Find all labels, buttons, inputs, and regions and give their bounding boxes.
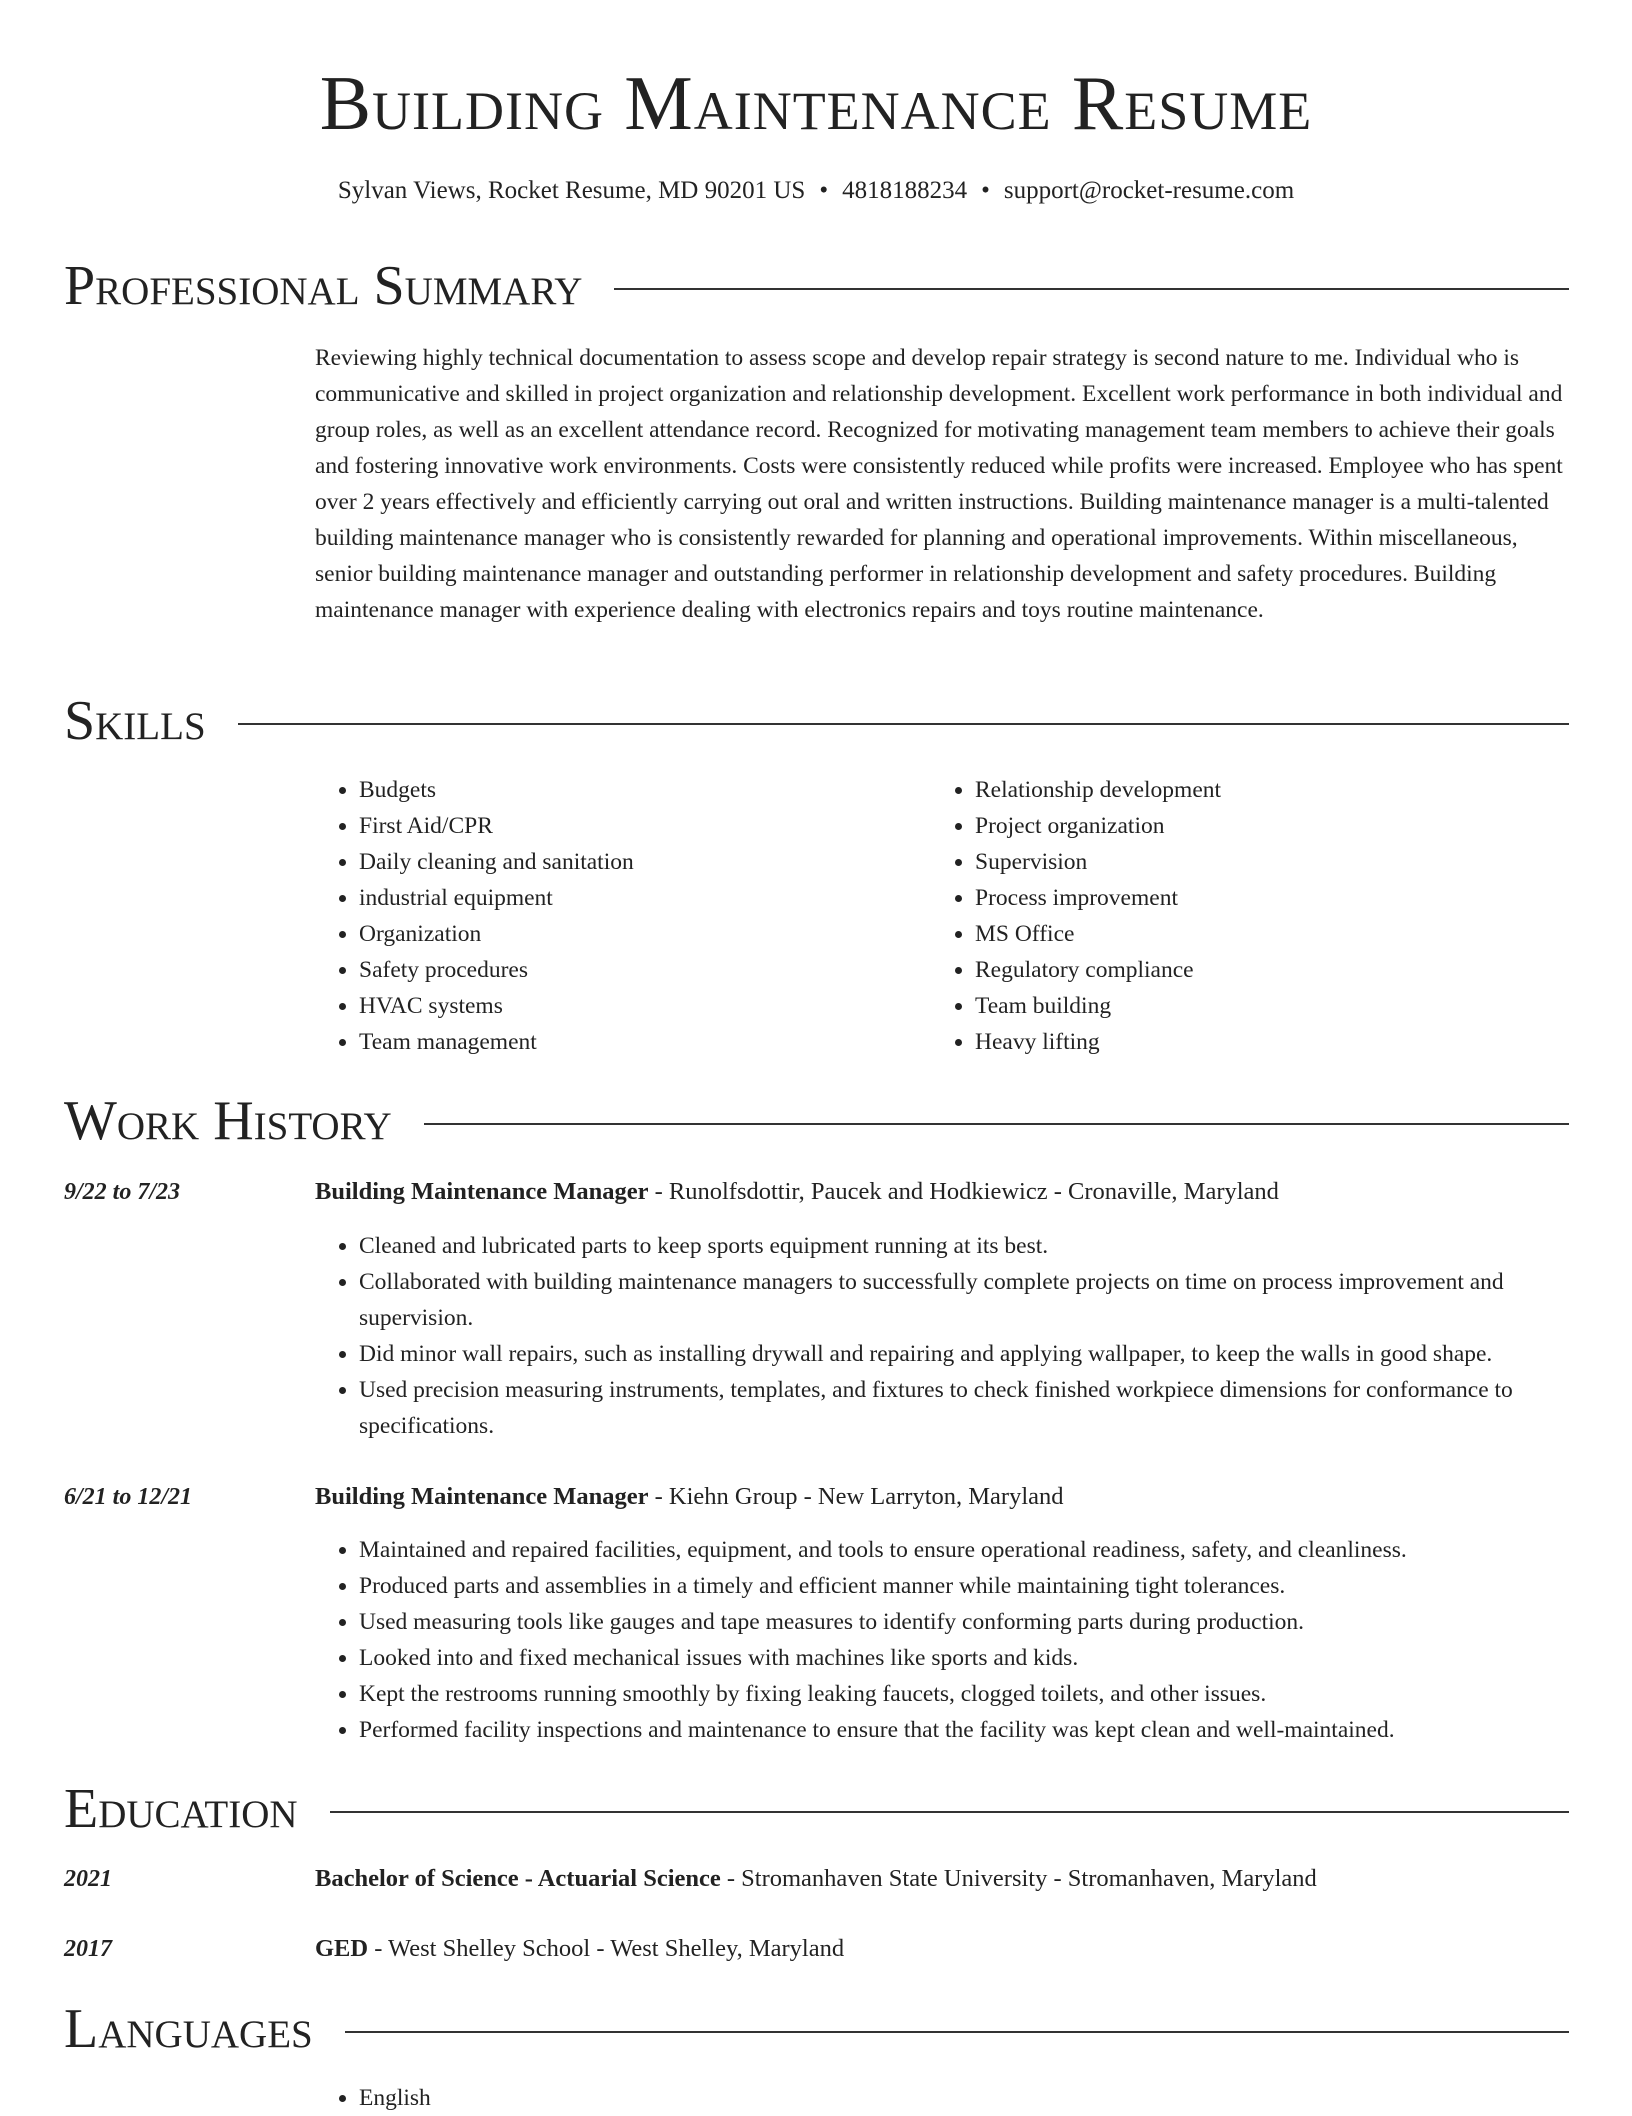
section-header-education (64, 1777, 1569, 1841)
contact-separator: • (981, 177, 990, 204)
skill-item: • Organization (359, 916, 634, 952)
job-heading (315, 1175, 1575, 1209)
education-year: 2021 (64, 1866, 112, 1892)
section-header-summary (64, 254, 1569, 318)
job-bullets (315, 1228, 1619, 1444)
job-bullet: • Collaborated with building maintenance managers to successfully complete projects on time on process improvement and supervision. (359, 1264, 1619, 1336)
education-degree: GED (315, 1935, 369, 1962)
section-title-skills: Skills (64, 690, 206, 752)
skill-item: • Project organization (975, 808, 1221, 844)
section-divider (424, 1123, 1569, 1125)
job-bullet: • Used measuring tools like gauges and tape measures to identify conforming parts during production. (359, 1604, 1619, 1640)
skills-list-left (315, 772, 634, 1060)
education-entry (315, 1932, 1575, 1966)
contact-address: Sylvan Views, Rocket Resume, MD 90201 US (337, 177, 806, 204)
education-entry (315, 1862, 1575, 1896)
job-details: - Kiehn Group - New Larryton, Maryland (648, 1483, 1064, 1510)
job-bullet: • Cleaned and lubricated parts to keep sports equipment running at its best. (359, 1228, 1619, 1264)
section-divider (330, 1811, 1569, 1813)
contact-email[interactable]: support@rocket-resume.com (1003, 177, 1295, 204)
job-dates: 6/21 to 12/21 (64, 1484, 193, 1510)
resume-title: Building Maintenance Resume (319, 60, 1313, 146)
skill-item: • Process improvement (975, 880, 1221, 916)
job-position: Building Maintenance Manager (315, 1483, 649, 1510)
job-heading (315, 1480, 1575, 1514)
summary-text: Reviewing highly technical documentation to assess scope and develop repair strategy is second nature to me. Individual who is communicative and skilled in project organization and relationship development. Excellent work performance in both individual and group roles, as well as an excellent attendance record. Recognized for motivating management team members to achieve their goals and fostering innovative work environments. Costs were consistently reduced while profits were increased. Employee who has spent over 2 years effectively and efficiently carrying out oral and written instructions. Building maintenance manager is a multi-talented building maintenance manager who is consistently rewarded for planning and operational improvements. Within miscellaneous, senior building maintenance manager and outstanding performer in relationship development and safety procedures. Building maintenance manager with experience dealing with electronics repairs and toys routine maintenance. (315, 345, 1563, 623)
language-item: • English (359, 2080, 431, 2116)
skill-item: • Team management (359, 1024, 634, 1060)
job-bullet: • Did minor wall repairs, such as installing drywall and repairing and applying wallpaper, to keep the walls in good shape. (359, 1336, 1619, 1372)
job-bullet: • Used precision measuring instruments, templates, and fixtures to check finished workpiece dimensions for conformance to specifications. (359, 1372, 1619, 1444)
section-divider (238, 723, 1569, 725)
skill-item: • industrial equipment (359, 880, 634, 916)
contact-line (0, 174, 1632, 208)
section-divider (614, 288, 1569, 290)
section-title-work-history: Work History (64, 1090, 392, 1152)
job-bullet: • Kept the restrooms running smoothly by fixing leaking faucets, clogged toilets, and other issues. (359, 1676, 1619, 1712)
skill-item: • Regulatory compliance (975, 952, 1221, 988)
job-position: Building Maintenance Manager (315, 1178, 649, 1205)
section-title-summary: Professional Summary (64, 255, 583, 317)
section-header-languages (64, 1997, 1569, 2061)
education-degree: Bachelor of Science - Actuarial Science (315, 1865, 721, 1892)
skill-item: • Safety procedures (359, 952, 634, 988)
contact-phone: 4818188234 (842, 177, 968, 204)
skill-item: • Team building (975, 988, 1221, 1024)
skill-item: • Heavy lifting (975, 1024, 1221, 1060)
skill-item: • HVAC systems (359, 988, 634, 1024)
education-details: - West Shelley School - West Shelley, Maryland (368, 1935, 845, 1962)
contact-separator: • (819, 177, 829, 204)
section-title-education: Education (64, 1778, 298, 1840)
education-details: - Stromanhaven State University - Stromanhaven, Maryland (720, 1865, 1317, 1892)
job-details: - Runolfsdottir, Paucek and Hodkiewicz - Cronaville, Maryland (648, 1178, 1279, 1205)
section-title-languages: Languages (64, 1998, 313, 2060)
skill-item: • Supervision (975, 844, 1221, 880)
job-bullet: • Maintained and repaired facilities, equipment, and tools to ensure operational readiness, safety, and cleanliness. (359, 1532, 1619, 1568)
education-year: 2017 (64, 1936, 112, 1962)
job-dates: 9/22 to 7/23 (64, 1179, 181, 1205)
skill-item: • First Aid/CPR (359, 808, 634, 844)
skill-item: • Budgets (359, 772, 634, 808)
job-bullet: • Looked into and fixed mechanical issues with machines like sports and kids. (359, 1640, 1619, 1676)
skill-item: • Daily cleaning and sanitation (359, 844, 634, 880)
job-bullet: • Performed facility inspections and maintenance to ensure that the facility was kept clean and well-maintained. (359, 1712, 1619, 1748)
section-header-skills (64, 689, 1569, 753)
skills-list-right (931, 772, 1221, 1060)
languages-list (315, 2080, 431, 2116)
skill-item: • MS Office (975, 916, 1221, 952)
job-bullets (315, 1532, 1619, 1748)
section-divider (345, 2031, 1569, 2033)
section-header-work-history (64, 1089, 1569, 1153)
job-bullet: • Produced parts and assemblies in a timely and efficient manner while maintaining tight tolerances. (359, 1568, 1619, 1604)
skill-item: • Relationship development (975, 772, 1221, 808)
